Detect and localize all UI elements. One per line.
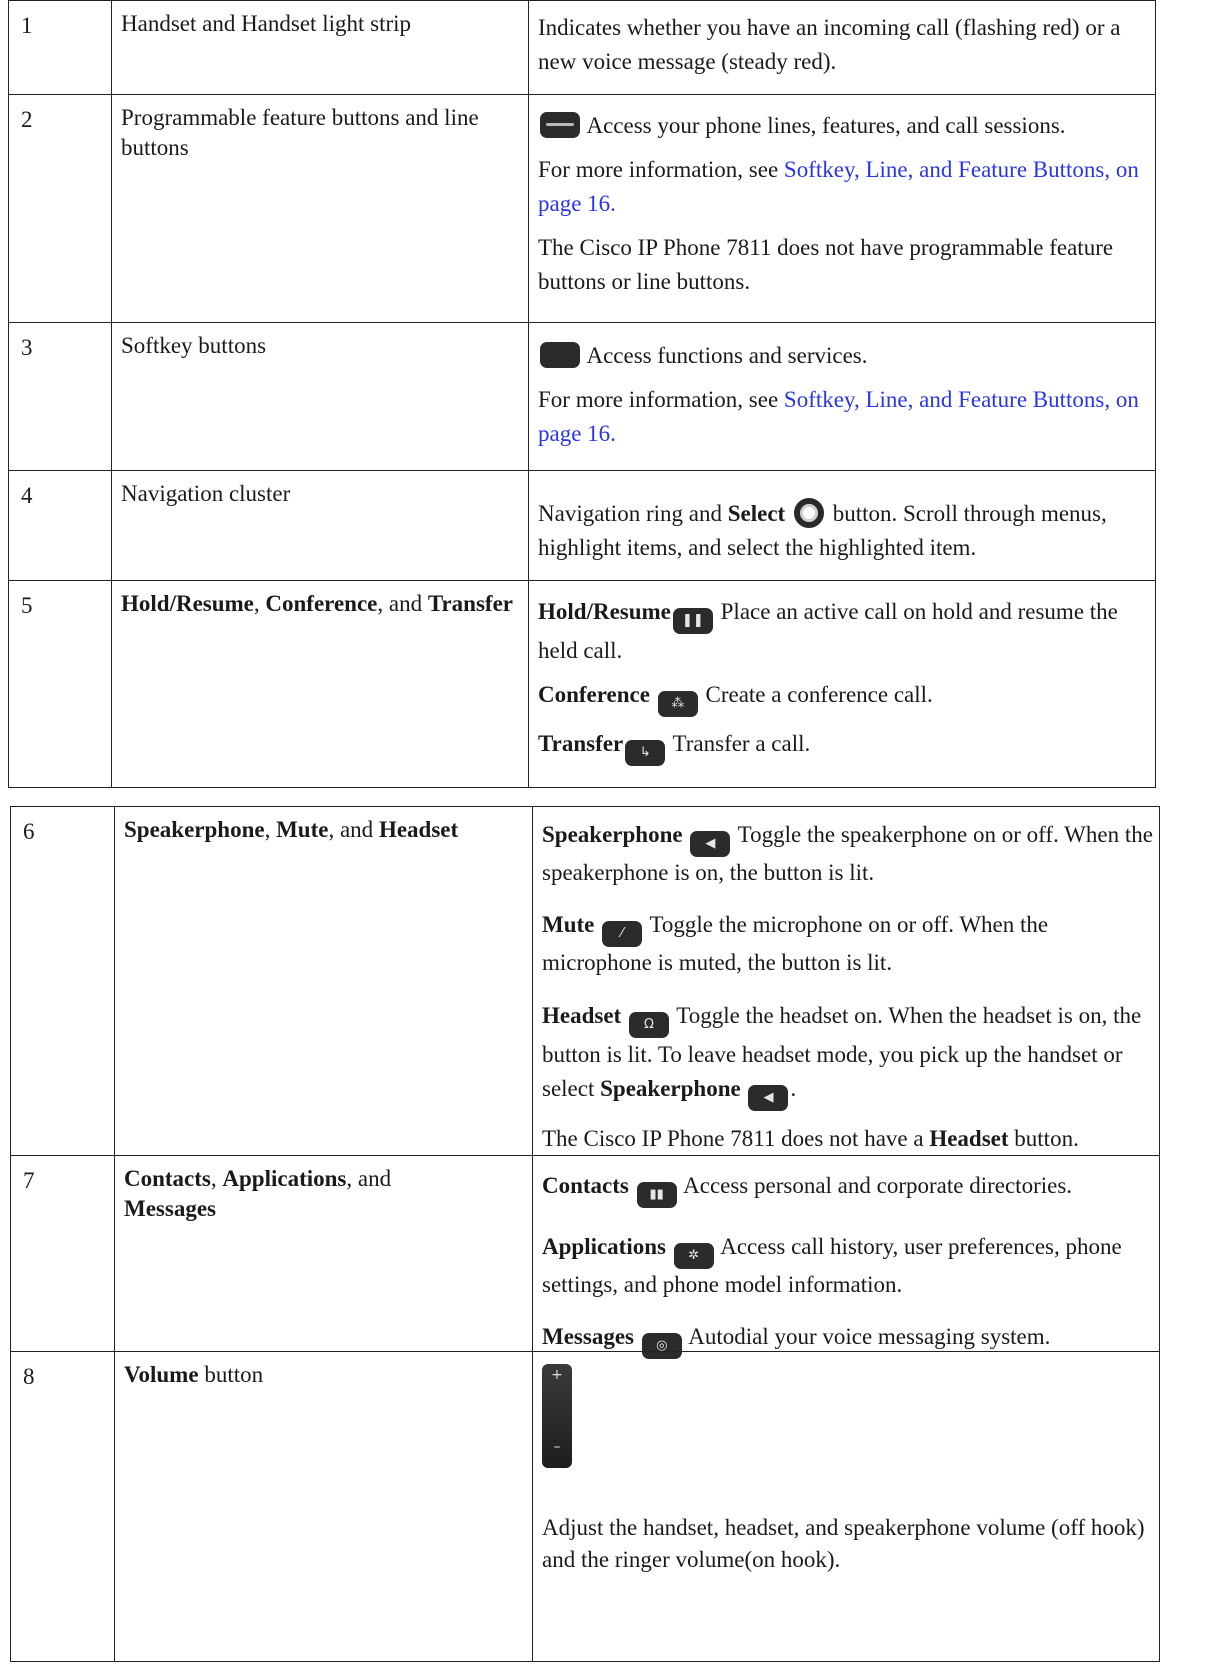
conference-label: Conference xyxy=(538,682,650,707)
navigation-ring-icon xyxy=(794,498,824,528)
hold-resume-label: Hold/Resume xyxy=(538,599,671,624)
feature-sep: , and xyxy=(346,1166,392,1191)
mute-icon: ⁄ xyxy=(602,921,642,947)
messages-label: Messages xyxy=(542,1324,634,1349)
feature-bold: Applications xyxy=(222,1166,347,1191)
volume-plus-icon: + xyxy=(551,1367,563,1383)
description-text: Create a conference call. xyxy=(699,682,933,707)
description-text: Access your phone lines, features, and call sessions. xyxy=(586,113,1066,138)
feature-name xyxy=(124,815,529,845)
feature-sep: , xyxy=(253,591,266,616)
feature-name: Softkey buttons xyxy=(121,333,267,358)
applications-label: Applications xyxy=(542,1234,666,1259)
headset-label: Headset xyxy=(929,1126,1009,1151)
feature-sep: , xyxy=(264,817,277,842)
description-text: Toggle the speakerphone on or off. When the speakerphone is on, the button is lit. xyxy=(542,822,1153,885)
feature-name xyxy=(121,589,521,619)
row-number: 8 xyxy=(23,1364,35,1389)
feature-sep: , and xyxy=(377,591,428,616)
voicemail-icon: ◎ xyxy=(642,1333,682,1359)
feature-name: Handset and Handset light strip xyxy=(121,11,412,36)
speakerphone-label: Speakerphone xyxy=(600,1076,741,1101)
table-row xyxy=(9,94,1155,322)
description-text: Place an active call on hold and resume the held call. xyxy=(538,599,1118,663)
description-text: Access personal and corporate directories. xyxy=(678,1173,1073,1198)
description-text: Access call history, user preferences, phone settings, and phone model information. xyxy=(542,1234,1122,1297)
row-number: 4 xyxy=(21,483,33,508)
feature-description xyxy=(538,11,1150,79)
description-text: Adjust the handset, headset, and speakerphone volume (off hook) and the ringer volume(on hook). xyxy=(542,1515,1145,1572)
table-row xyxy=(9,580,1155,789)
description-text: . xyxy=(790,1076,797,1101)
gear-icon: ✲ xyxy=(674,1243,714,1269)
row-number: 1 xyxy=(21,13,33,38)
speaker-icon: ◀ xyxy=(690,831,730,857)
table-row xyxy=(9,470,1155,580)
more-info-text: For more information, see xyxy=(538,387,784,412)
headset-label: Headset xyxy=(542,1003,622,1028)
softkey-icon xyxy=(540,342,580,368)
speaker-icon: ◀ xyxy=(748,1085,788,1111)
pause-icon: ❚❚ xyxy=(673,608,713,634)
table-row xyxy=(11,807,1159,1155)
feature-description xyxy=(532,1352,1152,1664)
mute-label: Mute xyxy=(542,912,595,937)
description-text: button. Scroll through menus, highlight items, and select the highlighted item. xyxy=(538,501,1107,560)
row-number: 3 xyxy=(21,335,33,360)
row-number: 5 xyxy=(21,593,33,618)
select-label: Select xyxy=(727,501,786,526)
table-row xyxy=(9,322,1155,470)
feature-description xyxy=(542,819,1157,1154)
feature-bold: Contacts xyxy=(124,1166,211,1191)
description-text: Autodial your voice messaging system. xyxy=(683,1324,1051,1349)
book-icon: ▮▮ xyxy=(637,1182,677,1208)
feature-bold: Speakerphone xyxy=(124,817,265,842)
softkey-buttons-link[interactable]: Softkey, Line, and Feature Buttons, on page 16. xyxy=(538,157,1139,216)
feature-sep: , and xyxy=(328,817,379,842)
table-row xyxy=(9,1,1155,94)
description-text: Toggle the headset on. When the headset is on, the button is lit. To leave headset mode, you pick up the handset or select xyxy=(542,1003,1142,1101)
volume-rocker-icon xyxy=(542,1364,572,1468)
description-text: Indicates whether you have an incoming call (flashing red) or a new voice message (steady red). xyxy=(538,15,1121,74)
feature-description xyxy=(538,595,1153,776)
features-table-part-1 xyxy=(8,0,1156,788)
feature-name: Programmable feature buttons and line buttons xyxy=(121,105,479,160)
feature-bold: Hold/Resume xyxy=(121,591,254,616)
speakerphone-label: Speakerphone xyxy=(542,822,683,847)
transfer-label: Transfer xyxy=(538,731,624,756)
feature-bold: Mute xyxy=(276,817,329,842)
feature-bold: Messages xyxy=(124,1196,216,1221)
table-row xyxy=(11,1351,1159,1663)
note-text: The Cisco IP Phone 7811 does not have a xyxy=(542,1126,930,1151)
headset-icon: Ω xyxy=(629,1012,669,1038)
feature-bold: Headset xyxy=(378,817,459,842)
description-text: Transfer a call. xyxy=(667,731,811,756)
description-text: Toggle the microphone on or off. When the microphone is muted, the button is lit. xyxy=(542,912,1049,975)
line-button-icon xyxy=(540,112,580,138)
table-row xyxy=(11,1155,1159,1351)
feature-description xyxy=(538,109,1153,309)
row-number: 2 xyxy=(21,107,33,132)
description-text: Access functions and services. xyxy=(586,343,868,368)
feature-description xyxy=(538,339,1153,461)
feature-name: Navigation cluster xyxy=(121,481,291,506)
row-number: 7 xyxy=(23,1168,35,1193)
feature-bold: Transfer xyxy=(427,591,514,616)
feature-bold: Conference xyxy=(265,591,378,616)
feature-name xyxy=(124,1360,524,1390)
features-table-part-2 xyxy=(10,806,1160,1662)
row-number: 6 xyxy=(23,819,35,844)
feature-description xyxy=(542,1170,1157,1359)
feature-bold: Volume xyxy=(124,1362,199,1387)
note-text: The Cisco IP Phone 7811 does not have programmable feature buttons or line buttons. xyxy=(538,235,1114,294)
contacts-label: Contacts xyxy=(542,1173,629,1198)
feature-sep: button xyxy=(198,1362,264,1387)
volume-minus-icon: – xyxy=(553,1439,561,1455)
feature-description xyxy=(538,497,1153,565)
more-info-text: For more information, see xyxy=(538,157,784,182)
note-text: button. xyxy=(1008,1126,1079,1151)
feature-name xyxy=(124,1164,484,1224)
description-text: Navigation ring and xyxy=(538,501,728,526)
softkey-buttons-link[interactable]: Softkey, Line, and Feature Buttons, on page 16. xyxy=(538,387,1139,446)
conference-icon: ⁂ xyxy=(658,691,698,717)
transfer-icon: ↳ xyxy=(625,740,665,766)
feature-sep: , xyxy=(210,1166,223,1191)
